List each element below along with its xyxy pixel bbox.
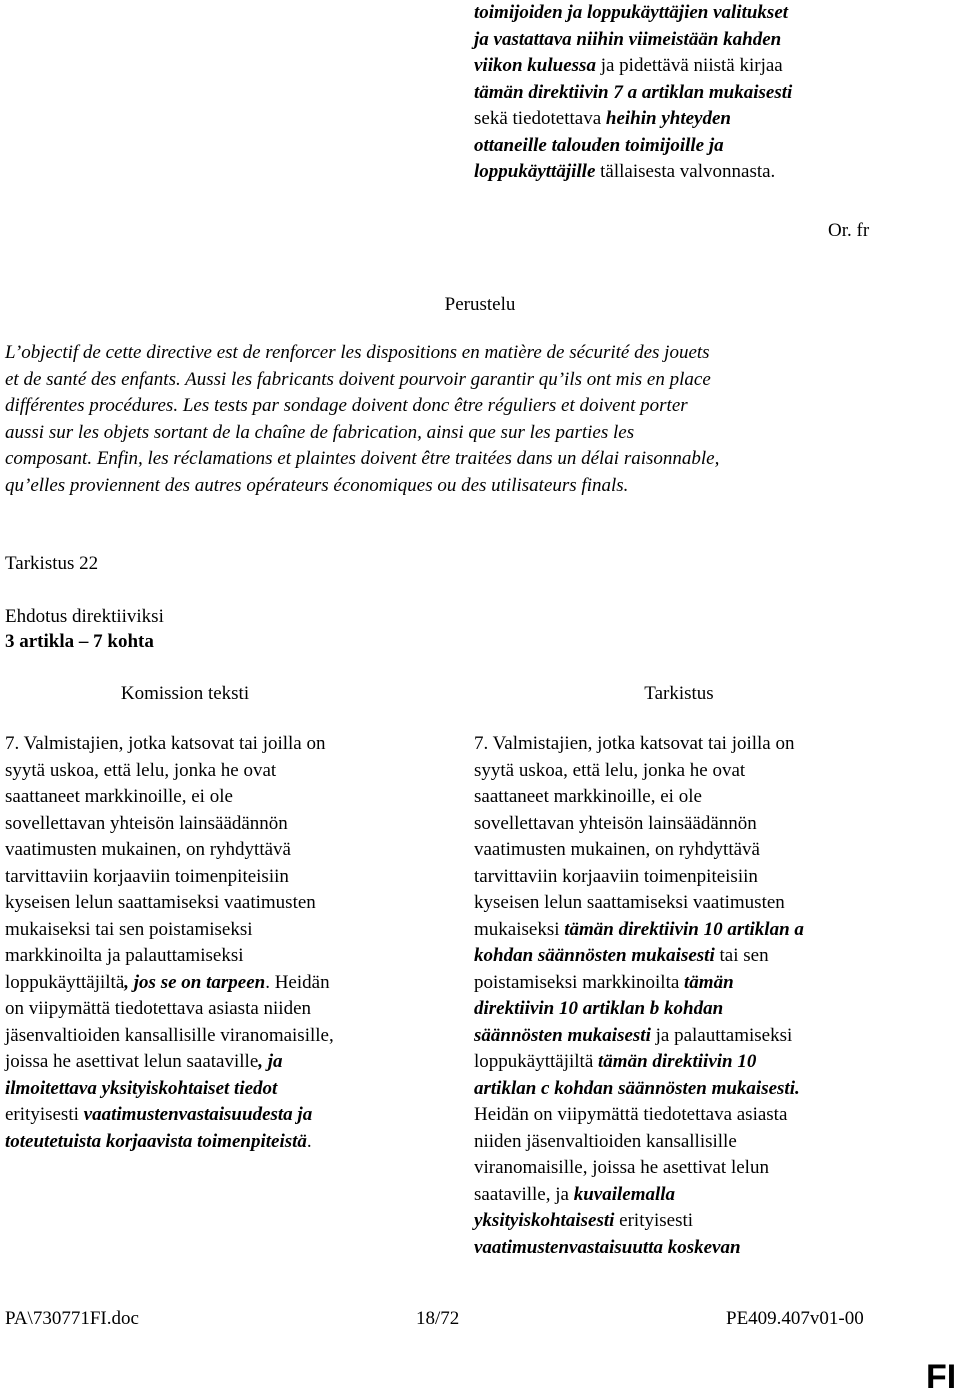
emphasized-text-run: säännösten mukaisesti — [474, 1024, 651, 1046]
text-run: 7. Valmistajien, jotka katsovat tai joilla on — [474, 733, 795, 754]
text-run: on viipymättä tiedotettava asiasta niiden — [5, 998, 312, 1019]
text-line — [474, 1102, 894, 1129]
text-line — [474, 80, 894, 107]
text-line — [5, 917, 425, 944]
text-line — [474, 1182, 894, 1209]
text-run: joissa he asettivat lelun saataville — [5, 1051, 259, 1072]
text-line — [474, 106, 894, 133]
amendment-text-column — [474, 731, 894, 1261]
text-run: sekä tiedotettava — [474, 108, 606, 129]
justification-line: composant. Enfin, les réclamations et plaintes doivent être traitées dans un délai raisonnable, — [5, 448, 720, 469]
emphasized-text-run: ilmoitettava yksityiskohtaiset tiedot — [5, 1077, 278, 1099]
top-amendment-text — [474, 0, 894, 186]
amendment-title: Tarkistus 22 — [5, 553, 99, 574]
text-line — [474, 970, 894, 997]
text-line — [5, 811, 425, 838]
text-run: poistamiseksi markkinoilta — [474, 971, 685, 993]
text-line — [5, 1129, 425, 1156]
text-line — [5, 1102, 425, 1129]
text-run: sovellettavan yhteisön lainsäädännön — [5, 812, 288, 834]
text-line — [474, 917, 894, 944]
text-line — [5, 970, 425, 997]
text-line — [5, 1076, 425, 1103]
emphasized-text-run: heihin yhteyden — [605, 108, 731, 129]
amendment-heading: Tarkistus — [644, 683, 714, 704]
text-line — [5, 996, 425, 1023]
emphasized-text-run: vaatimustenvastaisuutta koskevan — [474, 1236, 741, 1258]
text-line — [474, 1076, 894, 1103]
text-line — [474, 1023, 894, 1050]
article-reference: 3 artikla – 7 kohta — [5, 631, 154, 652]
text-run: syytä uskoa, että lelu, jonka he ovat — [5, 759, 277, 781]
text-run: vaatimusten mukainen, on ryhdyttävä — [474, 839, 760, 860]
emphasized-text-run: kuvailemalla — [573, 1183, 676, 1205]
text-line — [474, 784, 894, 811]
text-run: markkinoilta ja palauttamiseksi — [5, 945, 244, 966]
emphasized-text-run: kohdan säännösten mukaisesti — [474, 945, 715, 966]
text-run: tai sen — [714, 945, 769, 966]
emphasized-text-run: tämän direktiivin 7 a artiklan mukaisesti — [474, 81, 793, 103]
text-run: loppukäyttäjiltä — [474, 1051, 599, 1072]
text-line — [5, 758, 425, 785]
text-line — [474, 890, 894, 917]
text-run: erityisesti — [5, 1104, 84, 1125]
commission-text-heading: Komission teksti — [120, 683, 250, 704]
text-line — [474, 837, 894, 864]
emphasized-text-run: tämän — [684, 971, 734, 993]
commission-text-column — [5, 731, 425, 1155]
text-line — [474, 1129, 894, 1156]
text-line — [474, 1049, 894, 1076]
text-run: . Heidän — [265, 971, 330, 993]
text-run: tarvittaviin korjaaviin toimenpiteisiin — [474, 865, 758, 887]
text-line — [474, 996, 894, 1023]
text-run: saattaneet markkinoille, ei ole — [5, 786, 233, 807]
emphasized-text-run: toimijoiden ja loppukäyttäjien valitukset — [474, 2, 789, 23]
text-run: ja palauttamiseksi — [650, 1024, 793, 1046]
text-run: tarvittaviin korjaaviin toimenpiteisiin — [5, 865, 289, 887]
text-run: kyseisen lelun saattamiseksi vaatimusten — [474, 892, 785, 913]
text-run: Heidän on viipymättä tiedotettava asiasta — [474, 1104, 788, 1125]
text-run: jäsenvaltioiden kansallisille viranomaisille, — [5, 1024, 334, 1046]
text-line — [474, 159, 894, 186]
text-line — [474, 27, 894, 54]
text-line — [474, 1208, 894, 1235]
text-run: saattaneet markkinoille, ei ole — [474, 786, 702, 807]
text-line — [5, 943, 425, 970]
text-line — [474, 0, 894, 27]
text-run: sovellettavan yhteisön lainsäädännön — [474, 812, 757, 834]
emphasized-text-run: , ja — [258, 1051, 283, 1072]
justification-text — [5, 340, 900, 499]
justification-line: L’objectif de cette directive est de renforcer les dispositions en matière de sécurité des jouets — [5, 342, 710, 363]
text-run: niiden jäsenvaltioiden kansallisille — [474, 1130, 737, 1152]
text-line — [5, 837, 425, 864]
text-run: mukaiseksi — [474, 918, 565, 940]
footer-doc-reference: PA\730771FI.doc — [5, 1308, 139, 1329]
justification-line: aussi sur les objets sortant de la chaîne de fabrication, ainsi que sur les parties les — [5, 421, 635, 443]
text-run: vaatimusten mukainen, on ryhdyttävä — [5, 839, 291, 860]
text-run: . — [306, 1130, 312, 1152]
text-run: ja pidettävä niistä kirjaa — [595, 55, 783, 76]
text-line — [5, 731, 425, 758]
text-run: 7. Valmistajien, jotka katsovat tai joilla on — [5, 733, 326, 754]
justification-line: qu’elles proviennent des autres opérateurs économiques ou des utilisateurs finals. — [5, 474, 629, 496]
text-line — [5, 784, 425, 811]
justification-line: et de santé des enfants. Aussi les fabricants doivent pourvoir garantir qu’ils ont mis en place — [5, 368, 711, 390]
emphasized-text-run: , jos se on tarpeen — [124, 971, 266, 993]
text-line — [5, 890, 425, 917]
emphasized-text-run: viikon kuluessa — [474, 55, 596, 76]
original-language: Or. fr — [828, 220, 870, 241]
text-line — [5, 1023, 425, 1050]
text-line — [5, 1049, 425, 1076]
text-line — [474, 1235, 894, 1262]
text-line — [474, 133, 894, 160]
justification-heading: Perustelu — [444, 294, 516, 315]
text-line — [474, 864, 894, 891]
text-line — [474, 943, 894, 970]
text-run: viranomaisille, joissa he asettivat lelun — [474, 1157, 769, 1178]
text-line — [474, 53, 894, 80]
text-run: saataville, ja — [474, 1183, 574, 1205]
emphasized-text-run: toteutetuista korjaavista toimenpiteistä — [5, 1130, 307, 1152]
emphasized-text-run: tämän direktiivin 10 — [598, 1051, 757, 1072]
text-line — [474, 1155, 894, 1182]
emphasized-text-run: loppukäyttäjille — [474, 161, 596, 182]
emphasized-text-run: ottaneille talouden toimijoille ja — [474, 134, 724, 156]
footer-pe-reference: PE409.407v01-00 — [726, 1308, 864, 1329]
emphasized-text-run: direktiivin 10 artiklan b kohdan — [474, 998, 724, 1019]
text-run: mukaiseksi tai sen poistamiseksi — [5, 918, 253, 940]
emphasized-text-run: vaatimustenvastaisuudesta ja — [83, 1104, 313, 1125]
text-run: kyseisen lelun saattamiseksi vaatimusten — [5, 892, 316, 913]
emphasized-text-run: ja vastattava niihin viimeistään kahden — [474, 28, 782, 50]
text-run: syytä uskoa, että lelu, jonka he ovat — [474, 759, 746, 781]
text-line — [474, 731, 894, 758]
language-code: FI — [926, 1358, 957, 1396]
footer-page-number: 18/72 — [416, 1308, 460, 1329]
proposal-title: Ehdotus direktiiviksi — [5, 606, 164, 627]
text-line — [474, 758, 894, 785]
emphasized-text-run: yksityiskohtaisesti — [474, 1210, 615, 1231]
text-run: erityisesti — [614, 1210, 694, 1231]
text-run: tällaisesta valvonnasta. — [595, 161, 776, 182]
emphasized-text-run: artiklan c kohdan säännösten mukaisesti. — [474, 1077, 800, 1099]
emphasized-text-run: tämän direktiivin 10 artiklan a — [564, 918, 804, 940]
justification-line: différentes procédures. Les tests par sondage doivent donc être réguliers et doivent porter — [5, 395, 688, 416]
text-line — [474, 811, 894, 838]
text-run: loppukäyttäjiltä — [5, 971, 125, 993]
text-line — [5, 864, 425, 891]
